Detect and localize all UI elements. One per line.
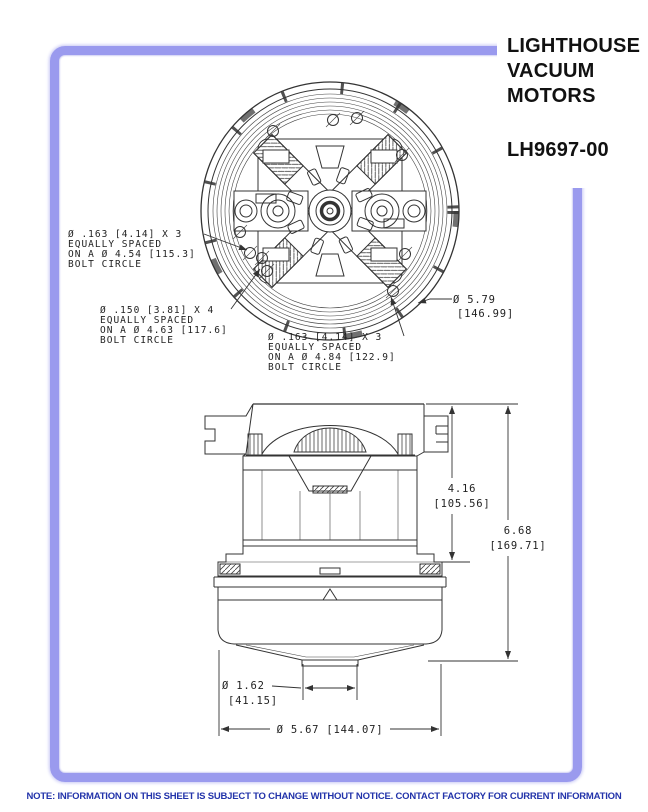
dim-inlet-mm: [41.15] — [228, 695, 278, 707]
callout-b-line1: Ø .150 [3.81] X 4 — [100, 305, 215, 316]
footer-disclaimer-note: NOTE: INFORMATION ON THIS SHEET IS SUBJECT TO CHANGE WITHOUT NOTICE. CONTACT FACTORY FOR CURRENT INFORMATION — [26, 791, 622, 802]
dim-body-height-inches: 4.16 — [447, 483, 477, 495]
side-view-motor — [205, 404, 448, 666]
top-view-motor — [201, 82, 459, 340]
brand-name-line1: LIGHTHOUSE — [507, 35, 641, 57]
callout-c-line3: ON A Ø 4.84 [122.9] — [268, 352, 396, 363]
dim-base-dia: Ø 5.67 [144.07] — [276, 724, 384, 736]
outer-dia-mm: [146.99] — [457, 308, 514, 320]
callout-c-line2: EQUALLY SPACED — [268, 342, 363, 353]
callout-a-line3: ON A Ø 4.54 [115.3] — [68, 249, 196, 260]
brand-name-line2: VACUUM — [507, 60, 595, 82]
dim-total-height-mm: [169.71] — [489, 540, 547, 552]
callout-a-line2: EQUALLY SPACED — [68, 239, 163, 250]
callout-b-line3: ON A Ø 4.63 [117.6] — [100, 325, 228, 336]
title-block — [497, 0, 648, 188]
callout-c-line4: BOLT CIRCLE — [268, 362, 342, 373]
callout-a-line1: Ø .163 [4.14] X 3 — [68, 229, 183, 240]
dim-total-height-inches: 6.68 — [503, 525, 533, 537]
outer-dia-inches: Ø 5.79 — [453, 294, 496, 306]
callout-c-line1: Ø .163 [4.14] X 3 — [268, 332, 383, 343]
dim-body-height-mm: [105.56] — [433, 498, 491, 510]
dim-inlet-inches: Ø 1.62 — [222, 680, 265, 692]
callout-b-line2: EQUALLY SPACED — [100, 315, 195, 326]
brand-name-line3: MOTORS — [507, 85, 596, 107]
part-number: LH9697-00 — [507, 139, 609, 161]
callout-a-line4: BOLT CIRCLE — [68, 259, 142, 270]
callout-b-line4: BOLT CIRCLE — [100, 335, 174, 346]
